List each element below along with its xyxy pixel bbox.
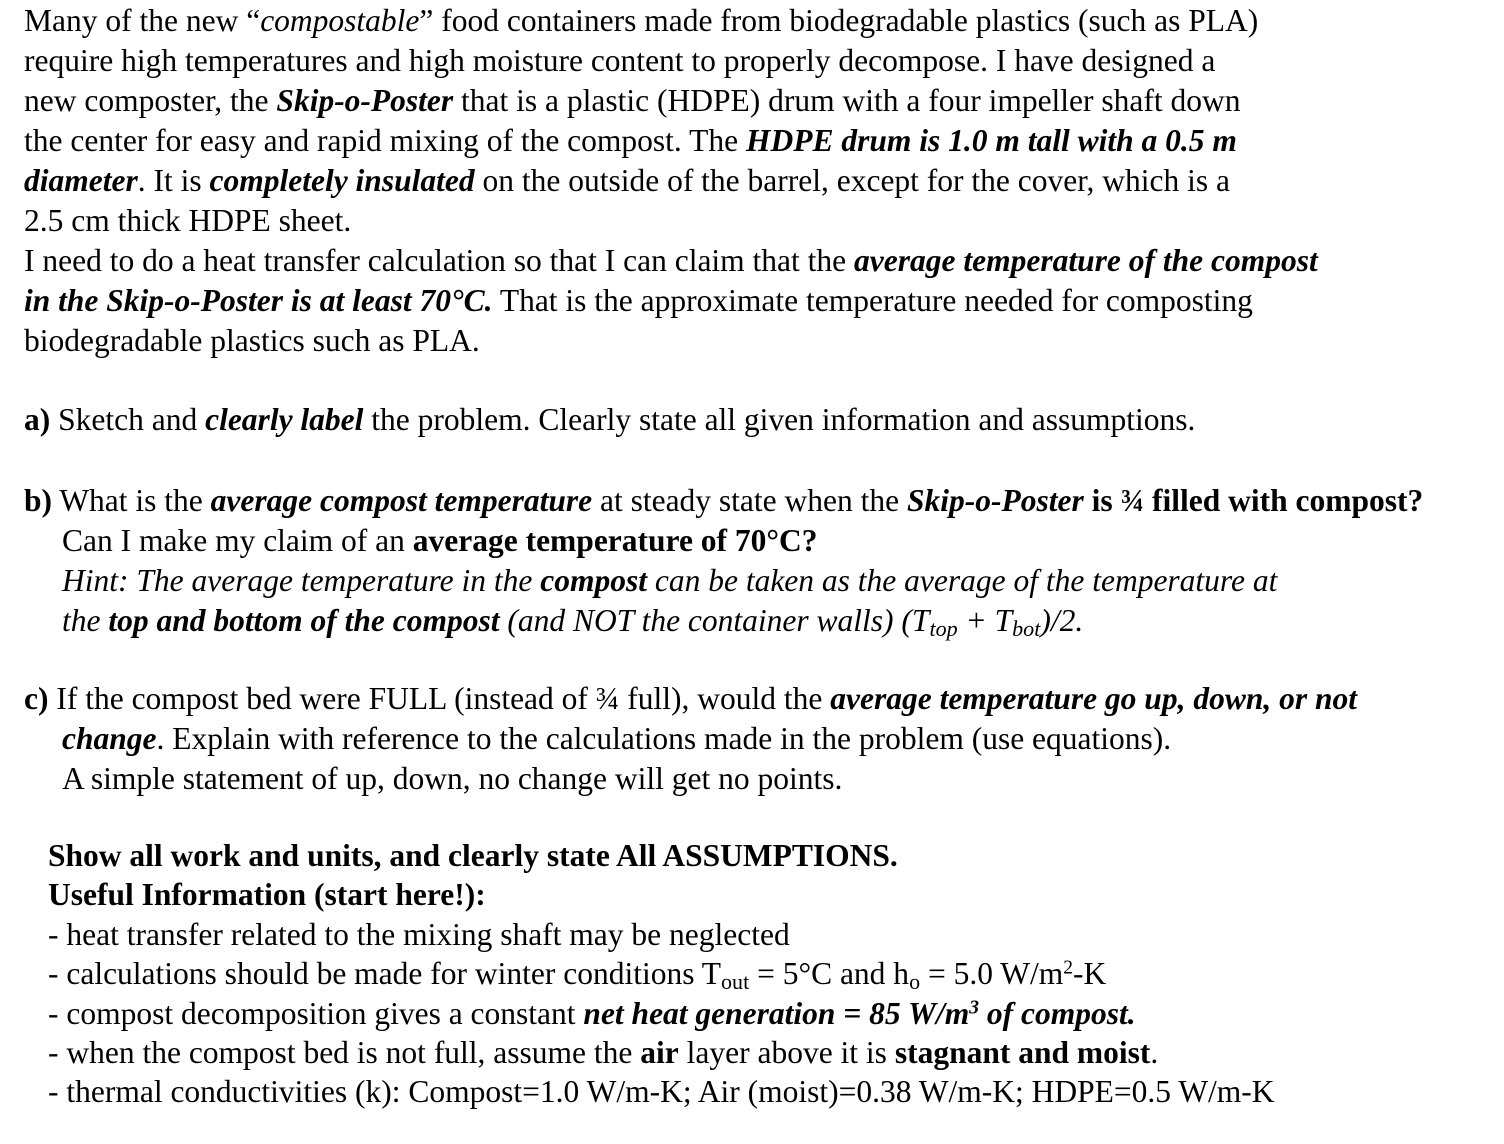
text-line: diameter. It is completely insulated on the outside of the barrel, except for the cover, which is a [24,163,1230,198]
hint-line: Hint: The average temperature in the compost can be taken as the average of the temperature at [62,563,1278,598]
question-label: a) [24,402,51,437]
text-line: I need to do a heat transfer calculation so that I can claim that the average temperature of the compost [24,243,1318,278]
useful-info-heading: Useful Information (start here!): [48,877,486,913]
text-line: require high temperatures and high moisture content to properly decompose. I have designed a [24,43,1216,78]
info-bullet: - when the compost bed is not full, assume the air layer above it is stagnant and moist. [48,1035,1159,1071]
info-bullet: - thermal conductivities (k): Compost=1.0 W/m-K; Air (moist)=0.38 W/m-K; HDPE=0.5 W/m-K [48,1074,1275,1110]
text-line: A simple statement of up, down, no change will get no points. [62,761,843,796]
question-a [24,400,1496,440]
text-line: in the Skip-o-Poster is at least 70°C. That is the approximate temperature needed for composting [24,283,1253,318]
text-line: biodegradable plastics such as PLA. [24,323,480,358]
intro-paragraph [24,1,1496,241]
useful-information [48,836,1496,1112]
claim-paragraph [24,241,1496,361]
text-line: the center for easy and rapid mixing of the compost. The HDPE drum is 1.0 m tall with a 0.5 m [24,123,1237,158]
text-line: change. Explain with reference to the calculations made in the problem (use equations). [62,721,1172,756]
info-bullet: - compost decomposition gives a constant net heat generation = 85 $W/m^3$ of compost. [48,995,1136,1031]
instructions-heading: Show all work and units, and clearly state All ASSUMPTIONS. [48,838,898,873]
text-line: a) Sketch and clearly label the problem. Clearly state all given information and assumptions. [24,402,1196,437]
hint-line: the top and bottom of the compost (and NOT the container walls) $(T_{top} + T_{bot})/2$. [62,603,1084,641]
text-line: c) If the compost bed were FULL (instead of ¾ full), would the average temperature go up, down, or not [24,681,1358,716]
text-line: 2.5 cm thick HDPE sheet. [24,203,352,238]
question-b [24,481,1496,641]
info-bullet: - heat transfer related to the mixing shaft may be neglected [48,916,790,952]
info-bullet: - calculations should be made for winter conditions $T_{out} = 5^\circ C$ and $h_o = 5.0$ $W/m^2-K$ [48,956,1107,995]
text-line: Can I make my claim of an average temperature of 70°C? [62,523,818,558]
text-line: b) What is the average compost temperature at steady state when the Skip-o-Poster is ¾ filled with compost? [24,483,1424,518]
text-line: Many of the new “compostable” food containers made from biodegradable plastics (such as PLA) [24,3,1259,38]
question-c [24,679,1496,799]
text-line: new composter, the Skip-o-Poster that is a plastic (HDPE) drum with a four impeller shaft down [24,83,1241,118]
question-label: c) [24,681,49,716]
question-label: b) [24,483,53,518]
